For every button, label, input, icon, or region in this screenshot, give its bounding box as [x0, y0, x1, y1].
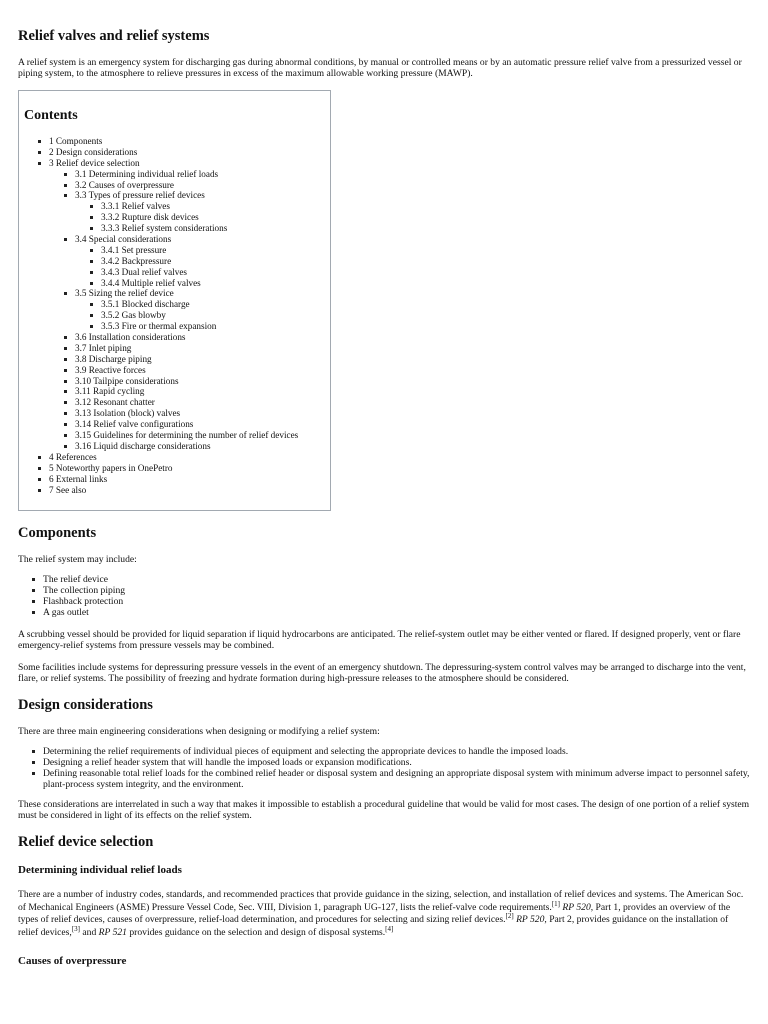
list-item: The relief device: [0, 574, 750, 585]
toc-item[interactable]: 3.10 Tailpipe considerations: [19, 376, 298, 387]
toc-item[interactable]: 7 See also: [19, 485, 298, 496]
selection-heading: Relief device selection: [18, 834, 154, 850]
components-paragraph-2: Some facilities include systems for depressuring pressure vessels in the event of an emergency shutdown. The depressuring-system control valves may be arranged to discharge into the vent, flare, or relief systems. The possibility of freezing and hydrate formation during high-pressure releases to the atmosphere should be considered.: [18, 662, 746, 684]
table-of-contents: [18, 90, 331, 511]
toc-item[interactable]: 3.14 Relief valve configurations: [19, 419, 298, 430]
intro-paragraph: A relief system is an emergency system for discharging gas during abnormal conditions, by manual or controlled means or by an automatic pressure relief valve from a pressurized vessel or piping system, to the atmosphere to relieve pressures in excess of the maximum allowable working pressure (MAWP).: [18, 57, 742, 79]
list-item: Determining the relief requirements of individual pieces of equipment and selecting the appropriate devices to handle the imposed loads.: [0, 746, 750, 757]
relief-loads-subheading: Determining individual relief loads: [18, 864, 182, 876]
components-list: [0, 574, 750, 618]
list-item: The collection piping: [0, 585, 750, 596]
toc-item[interactable]: 3 Relief device selection: [19, 158, 298, 169]
toc-item[interactable]: 1 Components: [19, 136, 298, 147]
design-paragraph-1: These considerations are interrelated in such a way that makes it impossible to establish a procedural guideline that would be valid for most cases. The design of one portion of a relief system must be considered in light of its effects on the relief system.: [18, 799, 750, 821]
list-item: Defining reasonable total relief loads for the combined relief header or disposal system and designing an appropriate disposal system with minimum adverse impact to personnel safety, plant-process system integrity, and the environment.: [0, 768, 750, 790]
toc-item[interactable]: 3.4.1 Set pressure: [19, 245, 298, 256]
toc-item[interactable]: 3.3.2 Rupture disk devices: [19, 212, 298, 223]
toc-item[interactable]: 2 Design considerations: [19, 147, 298, 158]
design-heading: Design considerations: [18, 697, 153, 713]
citation-3[interactable]: [3]: [71, 924, 80, 933]
toc-item[interactable]: 3.4.3 Dual relief valves: [19, 267, 298, 278]
toc-item[interactable]: 3.5.1 Blocked discharge: [19, 299, 298, 310]
toc-item[interactable]: 3.8 Discharge piping: [19, 354, 298, 365]
toc-item[interactable]: 4 References: [19, 452, 298, 463]
toc-item[interactable]: 3.11 Rapid cycling: [19, 386, 298, 397]
design-lead: There are three main engineering considerations when designing or modifying a relief system:: [18, 726, 380, 737]
toc-item[interactable]: 3.16 Liquid discharge considerations: [19, 441, 298, 452]
components-heading: Components: [18, 525, 97, 541]
toc-item[interactable]: 3.5.3 Fire or thermal expansion: [19, 321, 298, 332]
toc-item[interactable]: 3.12 Resonant chatter: [19, 397, 298, 408]
relief-loads-paragraph: There are a number of industry codes, standards, and recommended practices that provide guidance in the sizing, selection, and installation of relief devices and systems. The American Soc. of Mechanical Engineers (ASME) Pressure Vessel Code, Sec. VIII, Division 1, paragraph UG-127, lists the relief-valve code requirements.[1] RP 520, Part 1, provides an overview of the types of relief devices, causes of overpressure, relief-load determination, and procedures for selecting and sizing relief devices.[2] RP 520, Part 2, provides guidance on the installation of relief devices,[3] and RP 521 provides guidance on the selection and design of disposal systems.[4]: [18, 889, 744, 938]
toc-list: [19, 136, 298, 495]
citation-4[interactable]: [4]: [385, 924, 394, 933]
toc-item[interactable]: 3.4.4 Multiple relief valves: [19, 278, 298, 289]
toc-item[interactable]: 3.9 Reactive forces: [19, 365, 298, 376]
citation-2[interactable]: [2]: [505, 911, 514, 920]
toc-item[interactable]: 3.4 Special considerations: [19, 234, 298, 245]
toc-item[interactable]: 3.3 Types of pressure relief devices: [19, 190, 298, 201]
toc-title: Contents: [24, 108, 78, 123]
toc-item[interactable]: 3.5 Sizing the relief device: [19, 288, 298, 299]
toc-item[interactable]: 3.13 Isolation (block) valves: [19, 408, 298, 419]
citation-1[interactable]: [1]: [551, 899, 560, 908]
components-lead: The relief system may include:: [18, 554, 137, 565]
overpressure-subheading: Causes of overpressure: [18, 955, 127, 967]
toc-item[interactable]: 3.3.1 Relief valves: [19, 201, 298, 212]
toc-item[interactable]: 3.5.2 Gas blowby: [19, 310, 298, 321]
toc-item[interactable]: 3.3.3 Relief system considerations: [19, 223, 298, 234]
list-item: Designing a relief header system that will handle the imposed loads or expansion modifications.: [0, 757, 750, 768]
toc-item[interactable]: 3.7 Inlet piping: [19, 343, 298, 354]
toc-item[interactable]: 3.1 Determining individual relief loads: [19, 169, 298, 180]
toc-item[interactable]: 3.15 Guidelines for determining the number of relief devices: [19, 430, 298, 441]
page-title: Relief valves and relief systems: [18, 28, 210, 44]
toc-item[interactable]: 3.2 Causes of overpressure: [19, 180, 298, 191]
toc-item[interactable]: 3.6 Installation considerations: [19, 332, 298, 343]
toc-item[interactable]: 5 Noteworthy papers in OnePetro: [19, 463, 298, 474]
design-list: [0, 746, 750, 790]
list-item: A gas outlet: [0, 607, 750, 618]
toc-item[interactable]: 6 External links: [19, 474, 298, 485]
components-paragraph-1: A scrubbing vessel should be provided for liquid separation if liquid hydrocarbons are anticipated. The relief-system outlet may be either vented or flared. If designed properly, vent or flare emergency-relief systems from pressure vessels may be combined.: [18, 629, 741, 651]
list-item: Flashback protection: [0, 596, 750, 607]
toc-item[interactable]: 3.4.2 Backpressure: [19, 256, 298, 267]
